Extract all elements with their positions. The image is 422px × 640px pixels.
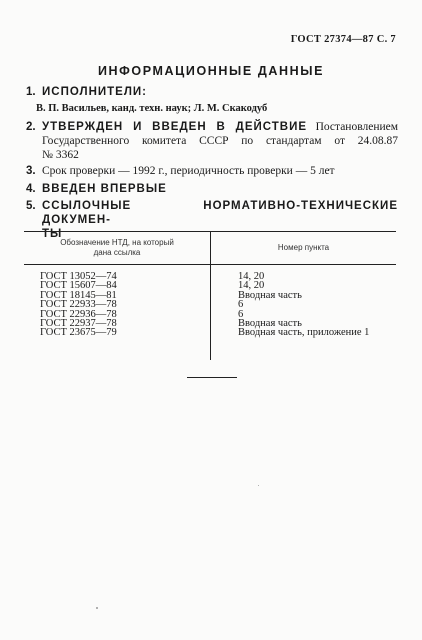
- table-cell-document: ГОСТ 13052—74: [40, 271, 117, 282]
- reference-table-body: [24, 272, 396, 338]
- section-3: [26, 164, 398, 178]
- table-cell-document: ГОСТ 23675—79: [40, 327, 117, 339]
- table-cell-item: Вводная часть, приложение 1: [238, 327, 370, 339]
- end-rule: [187, 377, 237, 378]
- table-cell-document: ГОСТ 22937—78: [40, 317, 117, 329]
- table-cell-item: 6: [238, 308, 244, 320]
- page-header-doc-ref: ГОСТ 27374—87 С. 7: [290, 34, 396, 45]
- section-2: [26, 120, 398, 162]
- table-cell-document: ГОСТ 22936—78: [40, 308, 117, 320]
- table-cell-document: ГОСТ 22933—78: [40, 299, 117, 311]
- section-3-number: 3.: [26, 165, 36, 177]
- table-cell-document: ГОСТ 18145—81: [40, 289, 117, 301]
- table-cell-item: Вводная часть: [238, 289, 302, 301]
- section-4-number: 4.: [26, 183, 36, 195]
- column-header-document-line2: дана ссылка: [93, 248, 141, 257]
- authors-line: В. П. Васильев, канд. техн. наук; Л. М. Скакодуб: [36, 103, 268, 114]
- section-2-text-1: Постановлением: [315, 121, 399, 133]
- paper-speck: [96, 607, 98, 609]
- section-5-heading-2: ТЫ: [42, 228, 63, 240]
- table-cell-item: 14, 20: [238, 271, 265, 282]
- section-2-text-3: № 3362: [42, 149, 79, 161]
- paper-speck: [258, 485, 259, 486]
- section-5-heading-1: ССЫЛОЧНЫЕ НОРМАТИВНО-ТЕХНИЧЕСКИЕ ДОКУМЕН-: [42, 200, 398, 226]
- section-2-heading: УТВЕРЖДЕН И ВВЕДЕН В ДЕЙСТВИЕ: [42, 121, 308, 133]
- reference-table-header: [24, 231, 396, 265]
- column-header-document: [24, 232, 210, 264]
- section-4: [26, 182, 398, 196]
- table-row: [24, 328, 396, 337]
- section-1: [26, 85, 398, 99]
- document-title: ИНФОРМАЦИОННЫЕ ДАННЫЕ: [97, 64, 325, 78]
- section-2-text-2: Государственного комитета СССР по стандартам от 24.08.87: [42, 135, 398, 147]
- column-header-document-line1: Обозначение НТД, на который: [60, 238, 174, 247]
- table-cell-item: 6: [238, 299, 244, 311]
- table-cell-document: ГОСТ 15607—84: [40, 280, 117, 292]
- section-1-heading: ИСПОЛНИТЕЛИ:: [42, 86, 147, 98]
- section-2-number: 2.: [26, 121, 36, 133]
- table-cell-item: Вводная часть: [238, 317, 302, 329]
- section-3-text: Срок проверки — 1992 г., периодичность проверки — 5 лет: [42, 165, 335, 177]
- section-4-heading: ВВЕДЕН ВПЕРВЫЕ: [42, 183, 167, 195]
- section-2-line1: [42, 120, 398, 134]
- section-1-number: 1.: [26, 86, 36, 98]
- table-cell-item: 14, 20: [238, 280, 265, 292]
- section-5-number: 5.: [26, 200, 36, 212]
- column-header-item: Номер пункта: [277, 243, 330, 252]
